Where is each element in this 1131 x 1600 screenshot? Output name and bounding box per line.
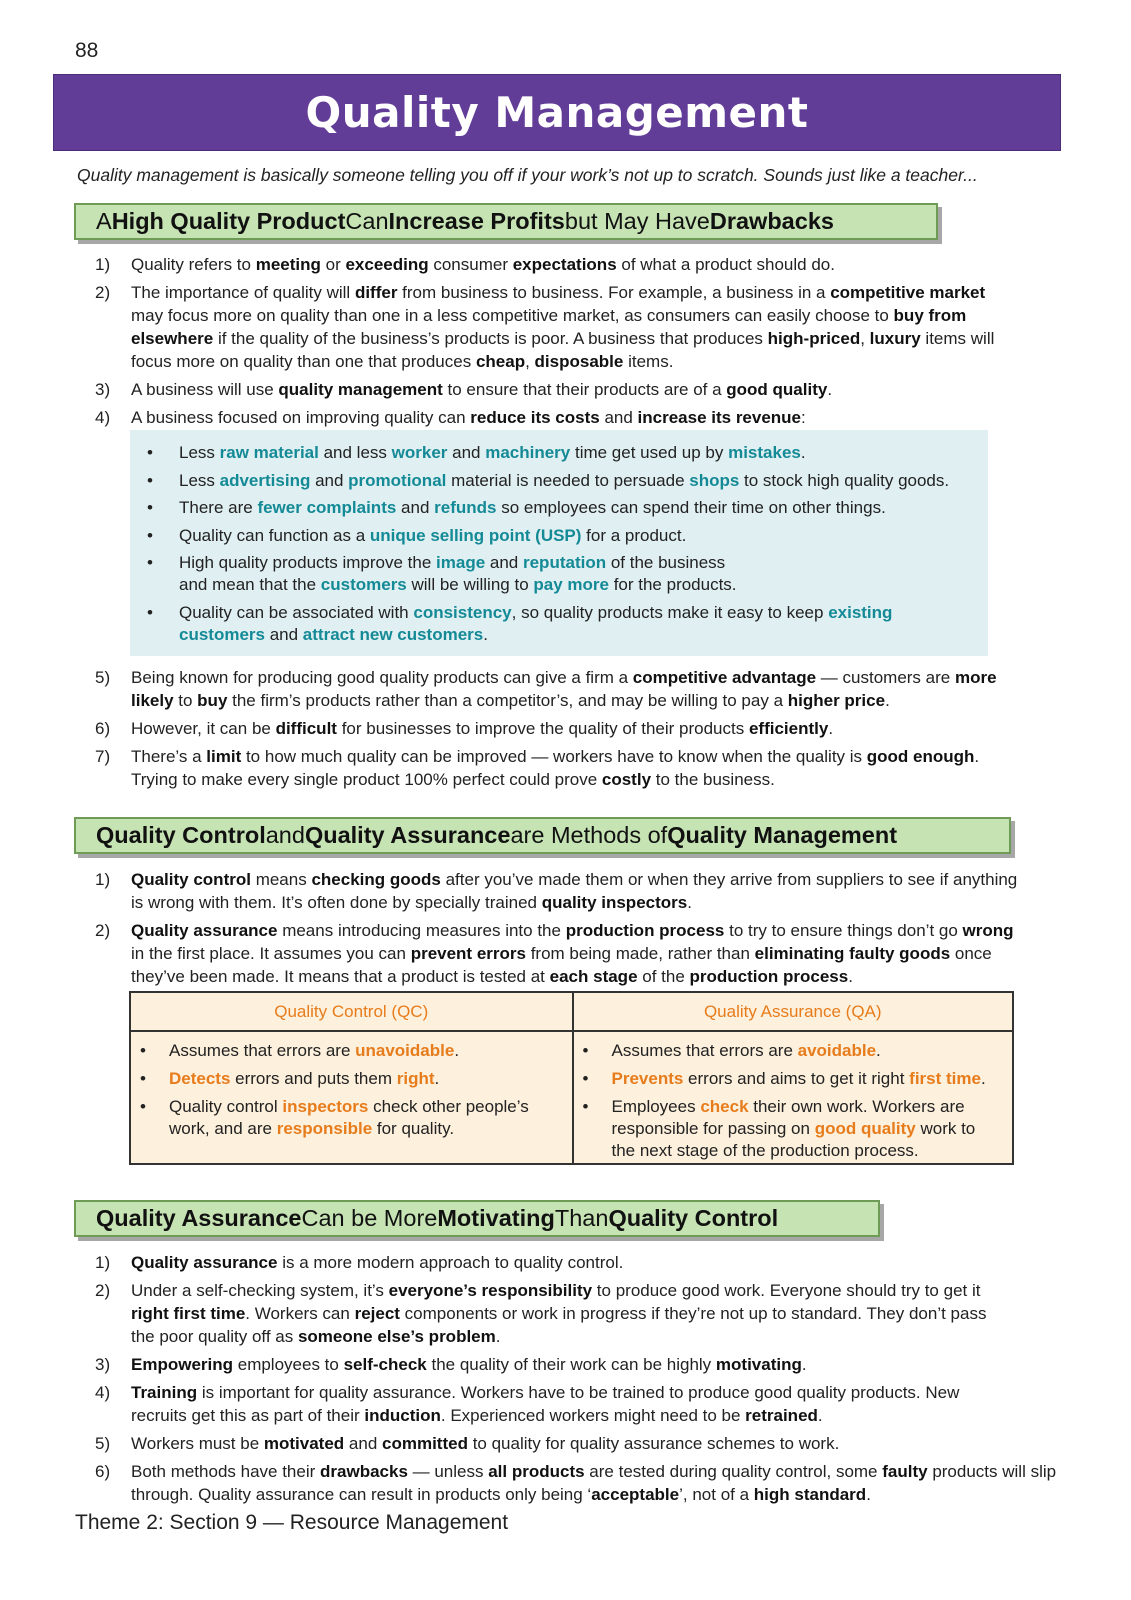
qc-point: • Assumes that errors are unavoidable. [140, 1041, 460, 1060]
list-item: 5) Workers must be motivated and committed to quality for quality assurance schemes to work. [95, 1434, 840, 1453]
list-item: 1) Quality assurance is a more modern approach to quality control. [95, 1253, 624, 1272]
section-heading-high-quality [74, 203, 938, 240]
heading-part: Quality Assurance [304, 822, 511, 848]
heading-part: Drawbacks [709, 208, 834, 234]
qc-column [131, 993, 572, 1163]
qa-point: • Prevents errors and aims to get it right first time. [582, 1069, 986, 1088]
benefit-item: • There are fewer complaints and refunds so employees can spend their time on other things. [147, 498, 886, 517]
heading-part: Quality Control [96, 822, 266, 848]
benefit-item: • High quality products improve the image and reputation of the business and mean that the customers will be willing to pay more for the products. [147, 553, 737, 594]
list-item: 7) There’s a limit to how much quality can be improved — workers have to know when the quality is good enough. Trying to make every single product 100% perfect could prove costly to the business. [95, 747, 980, 789]
heading-part: A [96, 208, 112, 234]
heading-part: Quality Management [667, 822, 898, 848]
list-item: 3) A business will use quality management to ensure that their products are of a good quality. [95, 380, 833, 399]
section-1-list-b [75, 666, 1010, 796]
heading-part: Than [554, 1205, 609, 1231]
heading-part: Can [345, 208, 389, 234]
heading-part: Quality Control [608, 1205, 779, 1231]
qa-point: • Assumes that errors are avoidable. [582, 1041, 881, 1060]
list-item: 4) A business focused on improving quality can reduce its costs and increase its revenue: [95, 408, 806, 427]
section-2-list [75, 868, 1020, 993]
heading-part: are Methods of [510, 822, 668, 848]
section-3-list [75, 1251, 1060, 1511]
qa-header: Quality Assurance (QA) [574, 993, 1013, 1032]
benefit-item: • Less raw material and less worker and machinery time get used up by mistakes. [147, 443, 806, 462]
heading-part: Motivating [437, 1205, 555, 1231]
title-banner [53, 74, 1061, 151]
section-heading-motivating [74, 1200, 880, 1237]
qc-header: Quality Control (QC) [131, 993, 572, 1032]
list-item: 4) Training is important for quality assurance. Workers have to be trained to produce good quality products. New recruits get this as part of their induction. Experienced workers might need to be retrained. [95, 1383, 960, 1425]
footer-section-label: Theme 2: Section 9 — Resource Management [75, 1511, 509, 1534]
list-item: 1) Quality control means checking goods after you’ve made them or when they arrive from suppliers to see if anything is wrong with them. It’s often done by specially trained quality inspectors. [95, 870, 1018, 912]
section-heading-qc-qa [74, 817, 1011, 854]
benefit-item: • Quality can function as a unique selling point (USP) for a product. [147, 525, 687, 545]
heading-part: but May Have [564, 208, 710, 234]
qc-point: • Detects errors and puts them right. [140, 1069, 440, 1088]
list-item: 2) Quality assurance means introducing measures into the production process to try to ensure things don’t go wrong in the first place. It assumes you can prevent errors from being made, rather than eliminating faulty goods once they’ve been made. It means that a product is tested at each stage of the production process. [95, 921, 1014, 986]
list-item: 2) The importance of quality will differ from business to business. For example, a business in a competitive market may focus more on quality than one in a less competitive market, as consumers can easily choose to buy from elsewhere if the quality of the business’s products is poor. A business that produces high-priced, luxury items will focus more on quality than one that produces cheap, disposable items. [95, 283, 995, 371]
heading-part: Can be More [301, 1205, 438, 1231]
list-item: 6) Both methods have their drawbacks — unless all products are tested during quality control, some faulty products will slip through. Quality assurance can result in products only being ‘acceptable’, not of a high standard. [95, 1462, 1057, 1504]
heading-part: High Quality Product [111, 208, 346, 234]
heading-part: and [265, 822, 305, 848]
heading-part: Quality Assurance [96, 1205, 302, 1231]
page-number: 88 [75, 39, 99, 62]
benefit-item: • Less advertising and promotional material is needed to persuade shops to stock high quality goods. [147, 470, 950, 490]
benefits-box [130, 430, 988, 656]
list-item: 3) Empowering employees to self-check the quality of their work can be highly motivating. [95, 1355, 807, 1374]
page-title: Quality Management [305, 88, 809, 137]
qc-qa-comparison-table [129, 991, 1014, 1165]
qc-point: • Quality control inspectors check other people’s work, and are responsible for quality. [140, 1097, 529, 1138]
qa-column [572, 993, 1013, 1163]
list-item: 6) However, it can be difficult for businesses to improve the quality of their products efficiently. [95, 719, 834, 738]
list-item: 2) Under a self-checking system, it’s everyone’s responsibility to produce good work. Everyone should try to get it right first time. Workers can reject components or work in progress if they’re not up to standard. They don’t pass the poor quality off as someone else’s problem. [95, 1281, 987, 1346]
section-1-list-a [75, 253, 1010, 434]
benefit-item: • Quality can be associated with consistency, so quality products make it easy to keep existing customers and attract new customers. [147, 602, 893, 644]
intro-text: Quality management is basically someone telling you off if your work’s not up to scratch. Sounds just like a teacher... [77, 165, 978, 185]
list-item: 5) Being known for producing good quality products can give a firm a competitive advantage — customers are more likely to buy the firm’s products rather than a competitor’s, and may be willing to pay a higher price. [95, 668, 997, 710]
qa-point: • Employees check their own work. Workers are responsible for passing on good quality work to the next stage of the production process. [582, 1097, 976, 1160]
list-item: 1) Quality refers to meeting or exceeding consumer expectations of what a product should do. [95, 255, 835, 274]
heading-part: Increase Profits [388, 208, 565, 234]
